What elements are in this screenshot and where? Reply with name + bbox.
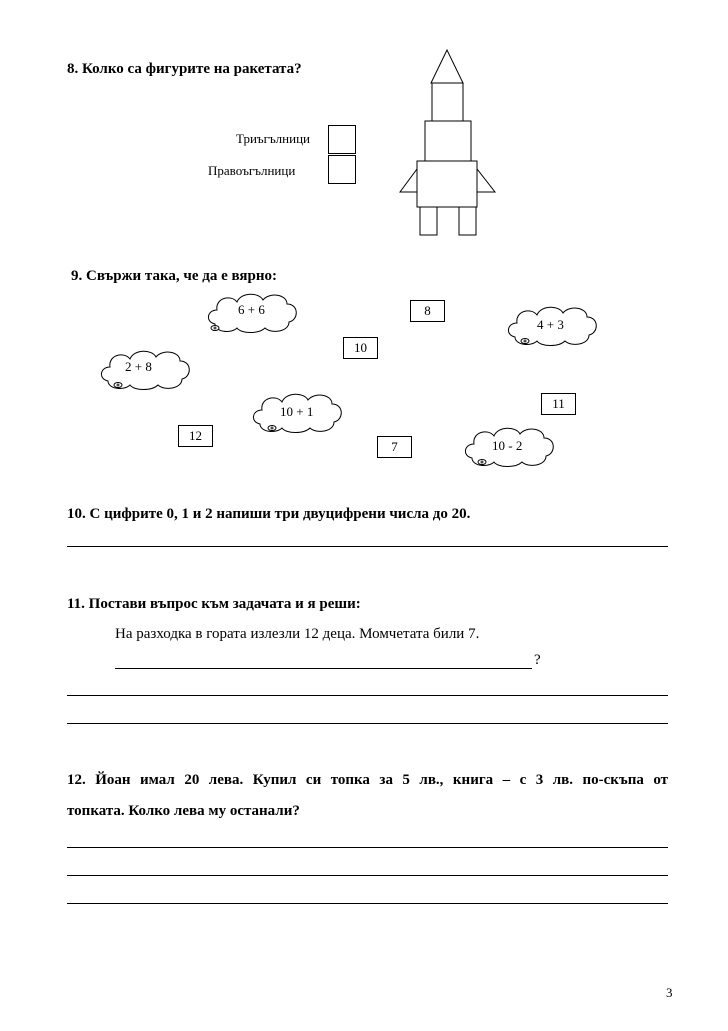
answer-line[interactable]	[67, 903, 668, 904]
cloud-expression: 4 + 3	[537, 317, 564, 332]
rocket-left-wing-triangle	[400, 169, 417, 192]
number-box-12[interactable]: 12	[178, 425, 213, 447]
cloud-4-plus-3[interactable]	[505, 303, 600, 349]
rocket-top-rectangle	[432, 83, 463, 121]
answer-line[interactable]	[67, 695, 668, 696]
task-12-line-2: топката. Колко лева му останали?	[67, 803, 300, 819]
task-11-title: 11. Постави въпрос към задачата и я реши:	[67, 596, 361, 612]
number-box-8[interactable]: 8	[410, 300, 445, 322]
number-box-10[interactable]: 10	[343, 337, 378, 359]
rocket-nose-triangle	[431, 50, 463, 83]
question-mark: ?	[534, 652, 541, 668]
cloud-2-plus-8[interactable]	[98, 347, 195, 393]
rocket-right-wing-triangle	[477, 169, 495, 192]
answer-line[interactable]	[67, 847, 668, 848]
cloud-expression: 10 - 2	[492, 438, 523, 453]
answer-line[interactable]	[67, 546, 668, 547]
rocket-body-rectangle	[417, 161, 477, 207]
question-line[interactable]	[115, 668, 532, 669]
triangles-answer-box[interactable]	[328, 125, 356, 154]
cloud-10-minus-2[interactable]	[462, 424, 559, 470]
cloud-6-plus-6[interactable]	[205, 290, 300, 336]
rectangles-answer-box[interactable]	[328, 155, 356, 184]
rocket-middle-rectangle	[425, 121, 471, 161]
task-9-title: 9. Свържи така, че да е вярно:	[71, 268, 277, 284]
number-box-11[interactable]: 11	[541, 393, 576, 415]
task-11-text: На разходка в гората излезли 12 деца. Момчетата били 7.	[115, 626, 480, 642]
number-box-7[interactable]: 7	[377, 436, 412, 458]
rectangles-label: Правоъгълници	[208, 163, 296, 178]
rocket-right-leg-rectangle	[459, 207, 476, 235]
cloud-10-plus-1[interactable]	[250, 390, 347, 436]
answer-line[interactable]	[67, 875, 668, 876]
task-10-title: 10. С цифрите 0, 1 и 2 напиши три двуцифрени числа до 20.	[67, 506, 471, 522]
rocket-left-leg-rectangle	[420, 207, 437, 235]
cloud-expression: 10 + 1	[280, 404, 314, 419]
cloud-expression: 6 + 6	[238, 302, 265, 317]
rocket-figure	[395, 45, 505, 240]
triangles-label: Триъгълници	[236, 131, 310, 146]
cloud-expression: 2 + 8	[125, 359, 152, 374]
task-8-title: 8. Колко са фигурите на ракетата?	[67, 61, 302, 77]
task-12-line-1: 12. Йоан имал 20 лева. Купил си топка за 5 лв., книга – с 3 лв. по-скъпа от	[67, 772, 668, 788]
page-number: 3	[666, 985, 673, 1000]
answer-line[interactable]	[67, 723, 668, 724]
